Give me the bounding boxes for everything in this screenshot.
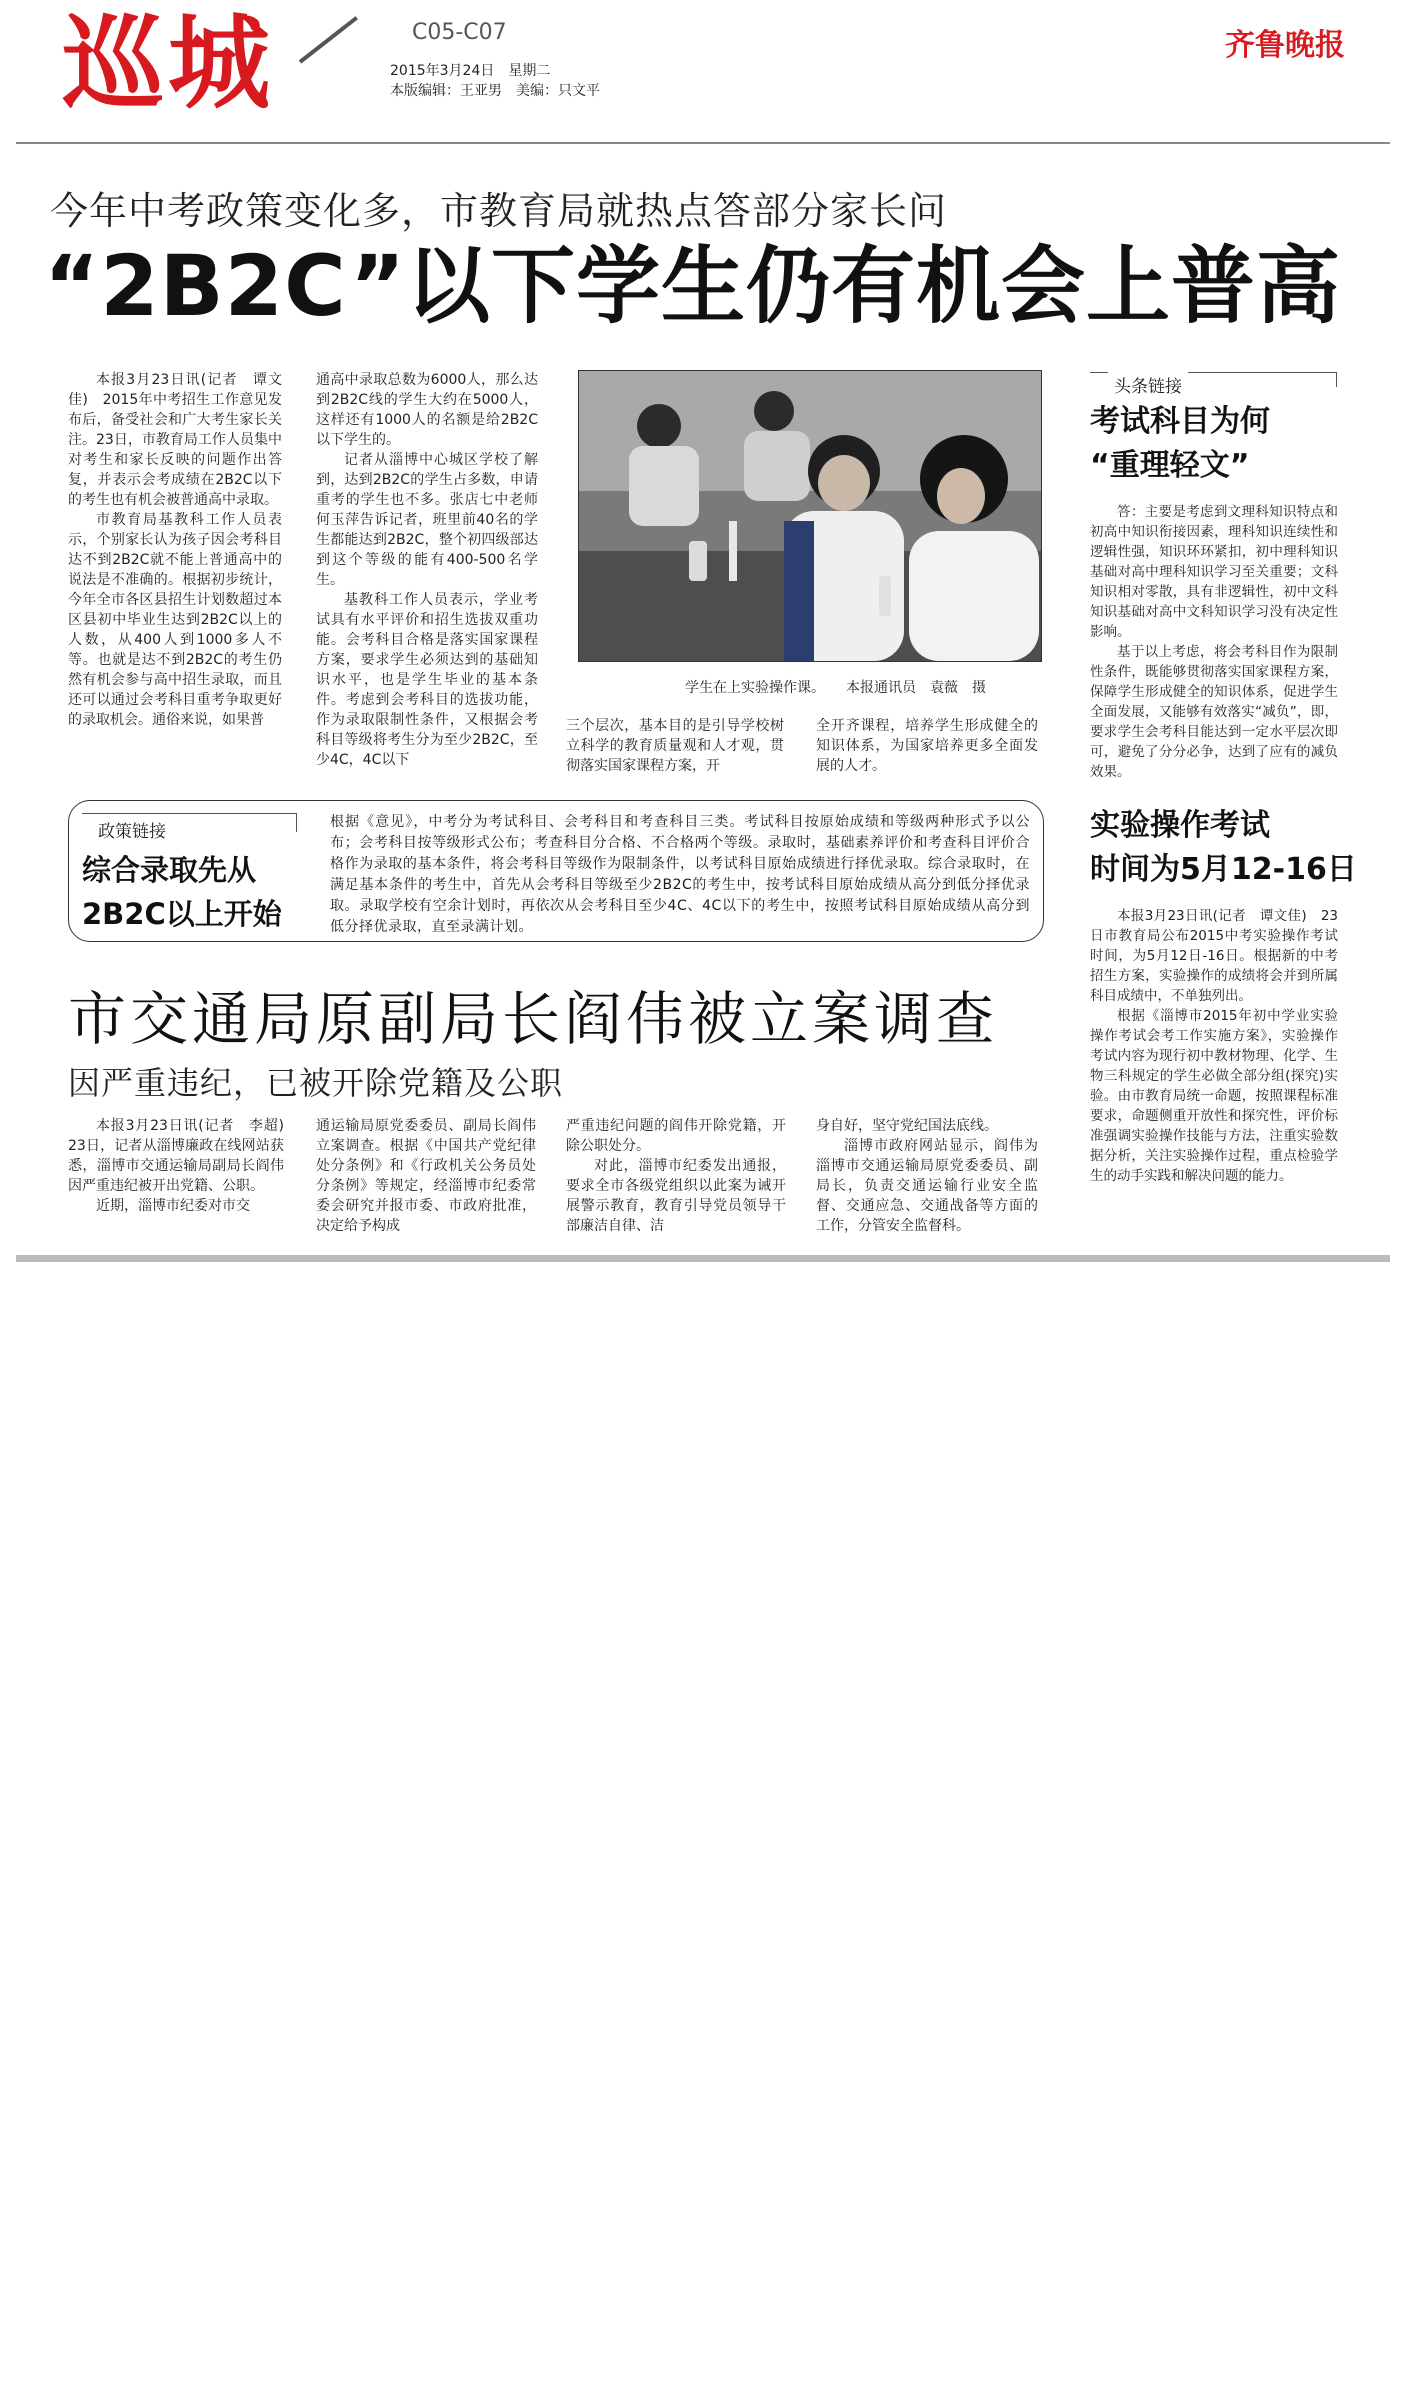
paragraph: 淄博市政府网站显示，阎伟为淄博市交通运输局原党委委员、副局长，负责交通运输行业安全监督、交通应急、交通战备等方面的工作，分管安全监督科。	[816, 1138, 1038, 1234]
paragraph: 通运输局原党委委员、副局长阎伟立案调查。根据《中国共产党纪律处分条例》和《行政机关公务员处分条例》等规定，经淄博市纪委常委会研究并报市委、市政府批准，决定给予构成	[316, 1118, 536, 1234]
sidebar-tag: 头条链接	[1108, 372, 1188, 397]
lead-column-4	[816, 716, 1038, 780]
sidebar-qa	[1090, 502, 1338, 794]
heading-line: “重理轻文”	[1090, 448, 1250, 483]
paragraph: 根据《淄博市2015年初中学业实验操作考试会考工作实施方案》，实验操作考试内容为现行初中教材物理、化学、生物三科规定的学生必做全部分组(探究)实验。由市教育局统一命题，按照课程标准要求，命题侧重开放性和探究性，评价标准强调实验操作技能与方法，注重实验数据分析，关注实验操作过程，重点检验学生的动手实践和解决问题的能力。	[1090, 1008, 1338, 1184]
issue-date: 2015年3月24日 星期二	[390, 63, 551, 79]
second-headline: 市交通局原副局长阎伟被立案调查	[68, 985, 999, 1053]
paragraph: 本报3月23日讯(记者 谭文佳) 23日市教育局公布2015中考实验操作考试时间，为5月12日-16日。根据新的中考招生方案，实验操作的成绩将会并到所属科目成绩中，不单独列出。	[1090, 908, 1338, 1004]
second-column-2	[316, 1116, 536, 1248]
sidebar-exam-story	[1090, 906, 1338, 1241]
heading-line: 实验操作考试	[1090, 808, 1270, 843]
paragraph: 严重违纪问题的阎伟开除党籍，开除公职处分。	[566, 1118, 786, 1154]
paragraph: 基教科工作人员表示，学业考试具有水平评价和招生选拔双重功能。会考科目合格是落实国家课程方案，要求学生必须达到的基础知识水平，也是学生毕业的基本条件。考虑到会考科目的选拔功能，作为录取限制性条件，又根据会考科目等级将考生分为至少2B2C，至少4C，4C以下	[316, 592, 538, 768]
paragraph: 对此，淄博市纪委发出通报，要求全市各级党组织以此案为诫开展警示教育，教育引导党员领导干部廉洁自律、洁	[566, 1158, 786, 1234]
sidebar-heading-2	[1090, 804, 1357, 892]
photo-illustration	[579, 371, 1041, 661]
paragraph: 基于以上考虑，将会考科目作为限制性条件，既能够贯彻落实国家课程方案，保障学生形成健全的知识体系，促进学生全面发展，又能够有效落实“减负”，即，要求学生会考科目能达到一定水平层次即可，避免了分分必争，达到了应有的减负效果。	[1090, 644, 1338, 780]
paragraph: 本报3月23日讯(记者 谭文佳) 2015年中考招生工作意见发布后，备受社会和广大考生家长关注。23日，市教育局工作人员集中对考生和家长反映的问题作出答复，并表示会考成绩在2B2C以下的考生也有机会被普通高中录取。	[68, 372, 282, 508]
second-subhead: 因严重违纪，已被开除党籍及公职	[68, 1064, 564, 1102]
lead-column-3	[566, 716, 784, 780]
sidebar-heading-1	[1090, 400, 1270, 488]
paragraph: 本报3月23日讯(记者 李超) 23日，记者从淄博廉政在线网站获悉，淄博市交通运输局副局长阎伟因严重违纪被开出党籍、公职。	[68, 1118, 298, 1194]
heading-line: 综合录取先从	[82, 853, 257, 887]
paragraph: 三个层次，基本目的是引导学校树立科学的教育质量观和人才观，贯彻落实国家课程方案，开	[566, 718, 784, 774]
newspaper-logo: 齐鲁晚报	[1225, 28, 1345, 63]
policy-body: 根据《意见》，中考分为考试科目、会考科目和考查科目三类。考试科目按原始成绩和等级两种形式予以公布；会考科目按等级形式公布；考查科目分合格、不合格两个等级。录取时，基础素养评价和考查科目评价合格作为录取的基本条件，将会考科目等级作为限制条件，以考试科目原始成绩进行择优录取。综合录取时，在满足基本条件的考生中，首先从会考科目等级至少2B2C的考生中，按考试科目原始成绩从高分到低分择优录取。录取学校有空余计划时，再依次从会考科目至少4C、4C以下的考生中，按照考试科目原始成绩从高分到低分择优录取，直至录满计划。	[330, 814, 1030, 935]
section-title: 巡城	[62, 5, 274, 124]
paragraph: 通高中录取总数为6000人，那么达到2B2C线的学生大约在5000人，这样还有1000人的名额是给2B2C以下学生的。	[316, 372, 538, 448]
paragraph: 身自好，坚守党纪国法底线。	[816, 1118, 998, 1134]
lab-class-photo	[578, 370, 1042, 662]
policy-tag: 政策链接	[92, 817, 172, 842]
policy-heading	[82, 848, 282, 936]
page-range: C05-C07	[412, 20, 507, 45]
heading-line: 考试科目为何	[1090, 404, 1270, 439]
heading-line: 2B2C以上开始	[82, 897, 282, 931]
paragraph: 市教育局基教科工作人员表示，个别家长认为孩子因会考科目达不到2B2C就不能上普通高中的说法是不准确的。根据初步统计，今年全市各区县招生计划数超过本区县初中毕业生达到2B2C以上的人数，从400人到1000多人不等。也就是达不到2B2C的考生仍然有机会参与高中招生录取，而且还可以通过会考科目重考争取更好的录取机会。通俗来说，如果普	[68, 512, 282, 728]
lead-column-2	[316, 370, 538, 780]
lead-column-1	[68, 370, 282, 780]
second-column-1	[68, 1116, 298, 1248]
bottom-rule	[16, 1255, 1390, 1262]
second-column-4	[816, 1116, 1038, 1248]
paragraph: 全开齐课程，培养学生形成健全的知识体系，为国家培养更多全面发展的人才。	[816, 718, 1038, 774]
masthead-divider	[299, 16, 358, 63]
top-rule	[16, 142, 1390, 144]
paragraph: 记者从淄博中心城区学校了解到，达到2B2C的学生占多数，申请重考的学生也不多。张店七中老师何玉萍告诉记者，班里前40名的学生都能达到2B2C，整个初四级部达到这个等级的能有400-500名学生。	[316, 452, 538, 588]
lead-kicker: 今年中考政策变化多，市教育局就热点答部分家长问	[50, 189, 948, 233]
heading-line: 时间为5月12-16日	[1090, 852, 1357, 887]
second-column-3	[566, 1116, 786, 1248]
lead-headline: “2B2C”以下学生仍有机会上普高	[44, 237, 1342, 335]
editor-credits: 本版编辑：王亚男 美编：只文平	[390, 83, 600, 99]
paragraph: 答：主要是考虑到文理科知识特点和初高中知识衔接因素，理科知识连续性和逻辑性强，知识环环紧扣，初中理科知识基础对高中理科知识学习至关重要；文科知识相对零散，具有非逻辑性，初中文科知识基础对高中文科知识学习没有决定性影响。	[1090, 504, 1338, 640]
photo-caption: 学生在上实验操作课。 本报通讯员 袁薇 摄	[685, 680, 986, 696]
paragraph: 近期，淄博市纪委对市交	[96, 1198, 250, 1214]
